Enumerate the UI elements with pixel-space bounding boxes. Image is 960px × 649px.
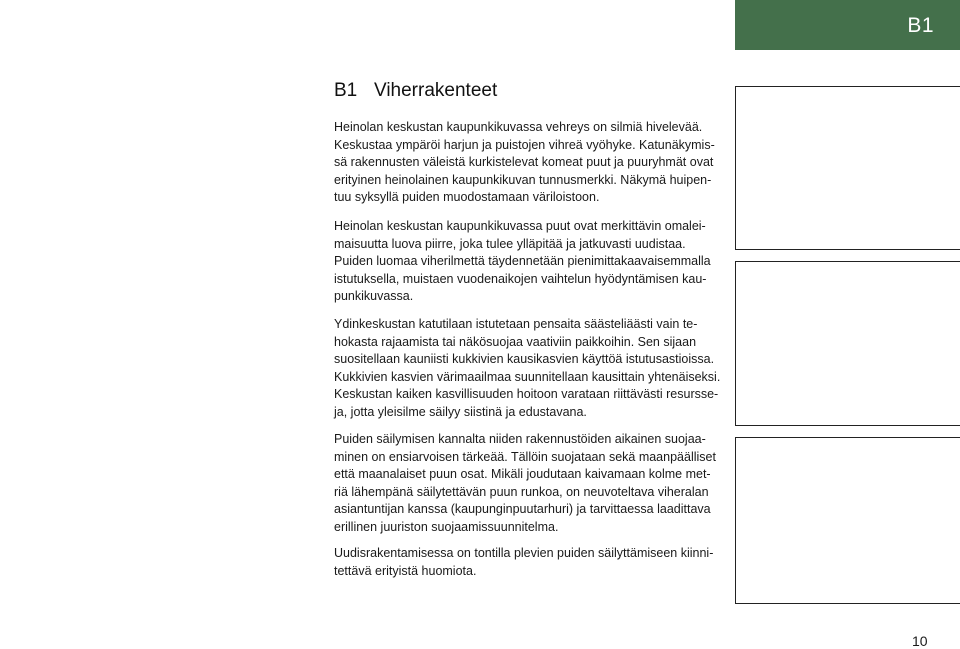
paragraph-intro — [334, 119, 715, 207]
text-line: Heinolan keskustan kaupunkikuvassa puut ovat merkittävin omalei- — [334, 219, 706, 233]
section-tab-label: B1 — [907, 14, 934, 37]
image-placeholder-2 — [735, 261, 960, 426]
text-line: tuu syksyllä puiden muodostamaan väriloistoon. — [334, 190, 600, 205]
text-line: minen on ensiarvoisen tärkeää. Tällöin suojataan sekä maanpäälliset — [334, 449, 716, 464]
section-heading — [334, 80, 497, 102]
text-line: hokasta rajaamista tai näkösuojaa vaativiin paikkoihin. Sen sijaan — [334, 334, 697, 349]
text-line: Uudisrakentamisessa on tontilla plevien puiden säilyttämiseen kiinni- — [334, 546, 714, 560]
image-placeholder-1 — [735, 86, 960, 250]
page-number: 10 — [912, 633, 928, 649]
text-line: ja, jotta yleisilme säilyy siistinä ja edustavana. — [334, 404, 587, 419]
text-line: maisuutta luova piirre, joka tulee ylläpitää ja jatkuvasti uudistaa. — [334, 236, 686, 251]
text-line: että maanalaiset puun osat. Mikäli joudutaan kaivamaan kolme met- — [334, 467, 711, 482]
text-line: Puiden säilymisen kannalta niiden rakennustöiden aikainen suojaa- — [334, 432, 706, 446]
paragraph-trees — [334, 218, 711, 306]
text-line: suositellaan kauniisti kukkivien kausikasvien käyttöä istutusastioissa. — [334, 352, 715, 367]
text-line: asiantuntijan kanssa (kaupunginpuutarhuri) ja tarvittaessa laadittava — [334, 502, 711, 517]
text-line: tettävä erityistä huomiota. — [334, 563, 477, 578]
paragraph-plantings — [334, 316, 720, 422]
text-line: Keskustaa ympäröi harjun ja puistojen vihreä vyöhyke. Katunäkymis- — [334, 137, 715, 152]
section-title: Viherrakenteet — [374, 80, 498, 101]
section-number: B1 — [334, 80, 358, 101]
text-line: Puiden luomaa viherilmettä täydennetään pienimittakaavaisemmalla — [334, 254, 711, 269]
text-line: Keskustan kaiken kasvillisuuden hoitoon varataan riittävästi resursse- — [334, 387, 719, 402]
text-line: istutuksella, muistaen vuodenaikojen vaihtelun hyödyntämisen kau- — [334, 271, 707, 286]
text-line: riä lähempänä säilytettävän puun runkoa, on neuvoteltava viheralan — [334, 484, 709, 499]
text-line: punkikuvassa. — [334, 289, 414, 304]
text-line: Ydinkeskustan katutilaan istutetaan pensaita säästeliäästi vain te- — [334, 317, 698, 331]
text-line: sä rakennusten väleistä kurkistelevat komeat puut ja puuryhmät ovat — [334, 155, 714, 170]
text-line: erillinen juuriston suojaamissuunnitelma. — [334, 519, 559, 534]
section-tab — [735, 0, 960, 50]
paragraph-protection — [334, 431, 716, 537]
text-line: erityinen heinolainen kaupunkikuvan tunnusmerkki. Näkymä huipen- — [334, 172, 712, 187]
image-placeholder-3 — [735, 437, 960, 604]
paragraph-new-construction — [334, 545, 713, 580]
text-line: Heinolan keskustan kaupunkikuvassa vehreys on silmiä hivelevää. — [334, 120, 703, 134]
text-line: Kukkivien kasvien värimaailmaa suunnitellaan kausittain yhtenäiseksi. — [334, 369, 721, 384]
